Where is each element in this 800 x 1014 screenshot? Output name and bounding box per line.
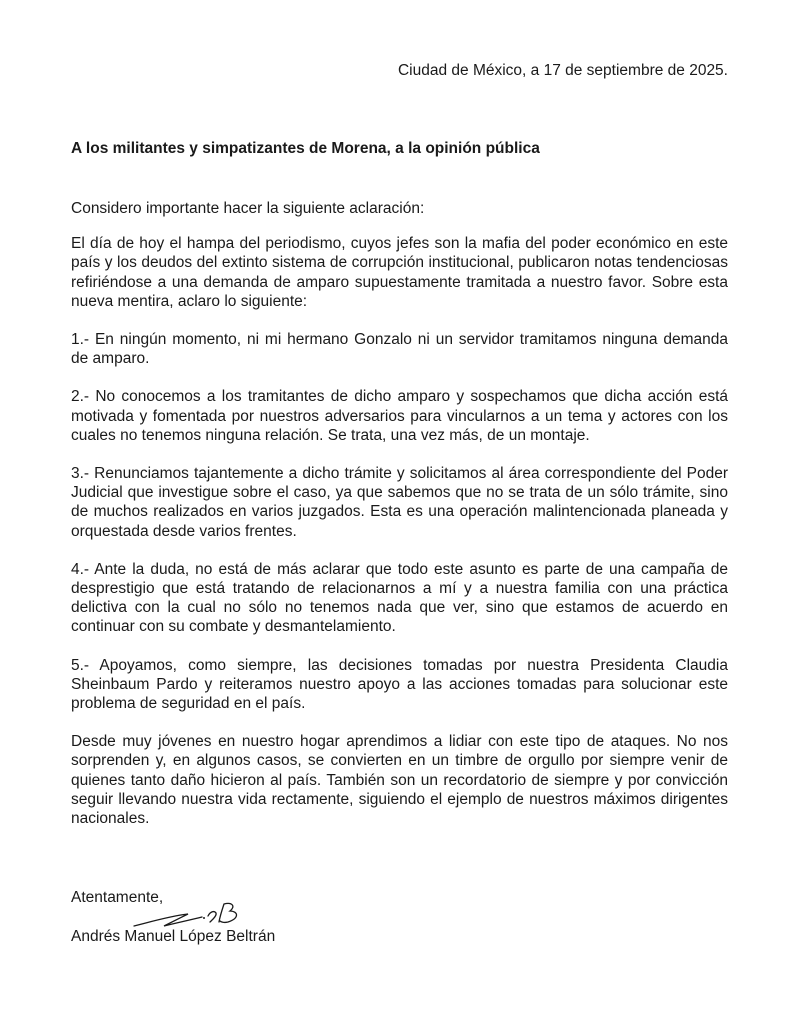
letter-heading: A los militantes y simpatizantes de Morena, a la opinión pública bbox=[71, 140, 540, 157]
paragraph-point-2: 2.- No conocemos a los tramitantes de dicho amparo y sospechamos que dicha acción está motivada y fomentada por nuestros adversarios para vincularnos a un tema y actores con los cuales no tenemos ninguna relación. Se trata, una vez más, de un montaje. bbox=[71, 388, 728, 444]
letter-date: Ciudad de México, a 17 de septiembre de 2025. bbox=[397, 62, 728, 79]
paragraph-intro: Considero importante hacer la siguiente aclaración: bbox=[71, 200, 425, 217]
closing-salutation: Atentamente, bbox=[71, 889, 164, 906]
signer-name: Andrés Manuel López Beltrán bbox=[71, 928, 276, 945]
paragraph-conclusion: Desde muy jóvenes en nuestro hogar aprendimos a lidiar con este tipo de ataques. No nos sorprenden y, en algunos casos, se convierten en un timbre de orgullo por siempre venir de quienes tanto daño hicieron al país. También son un recordatorio de siempre y por convicción seguir llevando nuestra vida rectamente, siguiendo el ejemplo de nuestros máximos dirigentes nacionales. bbox=[71, 733, 728, 828]
paragraph-point-1: 1.- En ningún momento, ni mi hermano Gonzalo ni un servidor tramitamos ninguna demanda de amparo. bbox=[71, 331, 728, 368]
letter-body bbox=[71, 199, 728, 847]
paragraph-context: El día de hoy el hampa del periodismo, cuyos jefes son la mafia del poder económico en este país y los deudos del extinto sistema de corrupción institucional, publicaron notas tendenciosas refiriéndose a una demanda de amparo supuestamente tramitada a nuestro favor. Sobre esta nueva mentira, aclaro lo siguiente: bbox=[71, 235, 728, 310]
paragraph-point-4: 4.- Ante la duda, no está de más aclarar que todo este asunto es parte de una campaña de desprestigio que está tratando de relacionarnos a mí y a nuestra familia con una práctica delictiva con la cual no sólo no tenemos nada que ver, sino que estamos de acuerdo en continuar con su combate y desmantelamiento. bbox=[71, 560, 728, 636]
paragraph-point-5: 5.- Apoyamos, como siempre, las decisiones tomadas por nuestra Presidenta Claudia Sheinbaum Pardo y reiteramos nuestro apoyo a las acciones tomadas para solucionar este problema de seguridad en el país. bbox=[71, 656, 728, 713]
paragraph-point-3: 3.- Renunciamos tajantemente a dicho trámite y solicitamos al área correspondiente del Poder Judicial que investigue sobre el caso, ya que sabemos que no se trata de un sólo trámite, sino de muchos realizados en varios juzgados. Esta es una operación malintencionada planeada y orquestada desde varios frentes. bbox=[71, 465, 728, 540]
